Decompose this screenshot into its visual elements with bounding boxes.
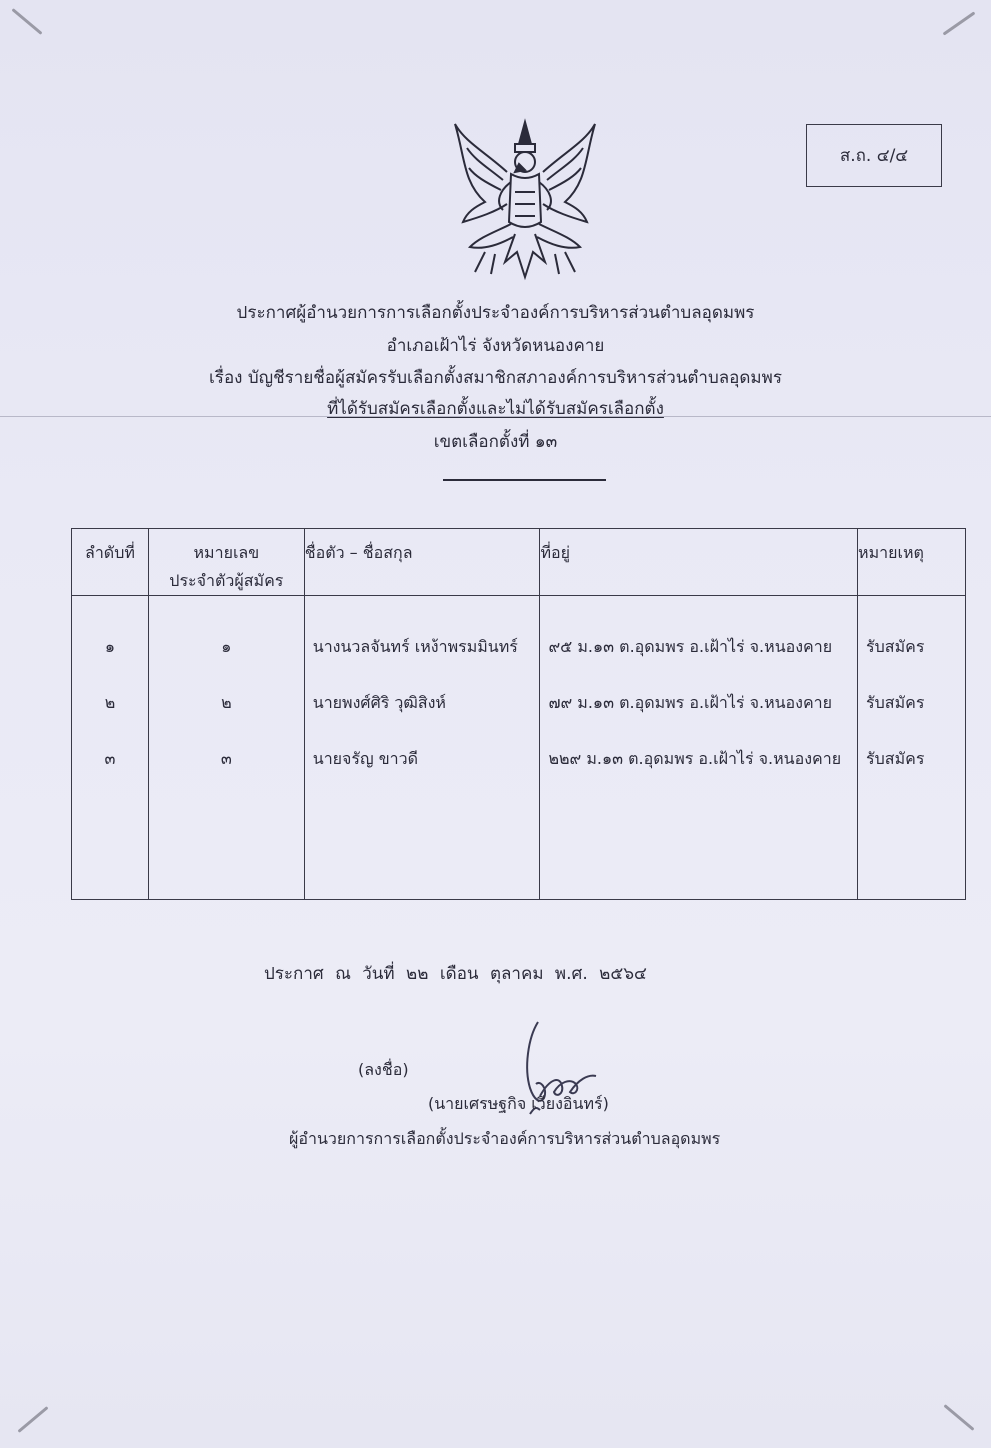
cell-candidate-number: ๓ (148, 732, 304, 788)
table-empty-row (72, 788, 966, 900)
cell-candidate-number: ๑ (148, 596, 304, 676)
empty-cell (540, 788, 858, 900)
cell-address: ๒๒๙ ม.๑๓ ต.อุดมพร อ.เฝ้าไร่ จ.หนองคาย (540, 732, 858, 788)
empty-cell (304, 788, 540, 900)
cell-remark: รับสมัคร (858, 596, 966, 676)
signer-name: (นายเศรษฐกิจ เวียงอินทร์) (428, 1094, 609, 1113)
header-remark: หมายเหตุ (858, 529, 966, 596)
staple-mark-bottom-left (17, 1406, 48, 1433)
staple-mark-top-left (11, 8, 42, 35)
cell-order: ๒ (72, 676, 149, 732)
cell-address: ๗๙ ม.๑๓ ต.อุดมพร อ.เฝ้าไร่ จ.หนองคาย (540, 676, 858, 732)
form-code-text: ส.ถ. ๔/๔ (839, 146, 909, 166)
cell-remark: รับสมัคร (858, 732, 966, 788)
header-candidate-number-line2: ประจำตัวผู้สมัคร (169, 571, 284, 590)
heading-line-4: ที่ได้รับสมัครเลือกตั้งและไม่ได้รับสมัครเลือกตั้ง (327, 399, 664, 419)
table-row (72, 732, 966, 788)
cell-candidate-number: ๒ (148, 676, 304, 732)
cell-name: นายจรัญ ขาวดี (304, 732, 540, 788)
cell-order: ๓ (72, 732, 149, 788)
cell-name: นายพงศ์ศิริ วุฒิสิงห์ (304, 676, 540, 732)
candidates-table (71, 528, 966, 900)
staple-mark-top-right (943, 11, 976, 35)
signer-role: ผู้อำนวยการการเลือกตั้งประจำองค์การบริหารส่วนตำบลอุดมพร (289, 1129, 721, 1148)
header-candidate-number (148, 529, 304, 596)
table-row (72, 596, 966, 676)
header-candidate-number-line1: หมายเลข (193, 543, 260, 562)
cell-address: ๙๕ ม.๑๓ ต.อุดมพร อ.เฝ้าไร่ จ.หนองคาย (540, 596, 858, 676)
heading-line-3: เรื่อง บัญชีรายชื่อผู้สมัครรับเลือกตั้งสมาชิกสภาองค์การบริหารส่วนตำบลอุดมพร (209, 368, 782, 388)
heading-line-2: อำเภอเฝ้าไร่ จังหวัดหนองคาย (386, 336, 605, 356)
empty-cell (858, 788, 966, 900)
empty-cell (148, 788, 304, 900)
announcement-date: ประกาศ ณ วันที่ ๒๒ เดือน ตุลาคม พ.ศ. ๒๕๖๔ (264, 964, 647, 984)
table-header-row (72, 529, 966, 596)
header-address: ที่อยู่ (540, 529, 858, 596)
form-code-box (806, 124, 942, 187)
sign-label: (ลงชื่อ) (358, 1060, 409, 1079)
cell-remark: รับสมัคร (858, 676, 966, 732)
cell-order: ๑ (72, 596, 149, 676)
staple-mark-bottom-right (943, 1404, 974, 1431)
header-order: ลำดับที่ (72, 529, 149, 596)
cell-name: นางนวลจันทร์ เหง้าพรมมินทร์ (304, 596, 540, 676)
title-divider (443, 479, 606, 481)
empty-cell (72, 788, 149, 900)
heading-line-1: ประกาศผู้อำนวยการการเลือกตั้งประจำองค์การบริหารส่วนตำบลอุดมพร (236, 303, 755, 323)
garuda-emblem-icon (445, 112, 605, 287)
table-row (72, 676, 966, 732)
header-name: ชื่อตัว – ชื่อสกุล (304, 529, 540, 596)
heading-line-5: เขตเลือกตั้งที่ ๑๓ (433, 432, 558, 452)
